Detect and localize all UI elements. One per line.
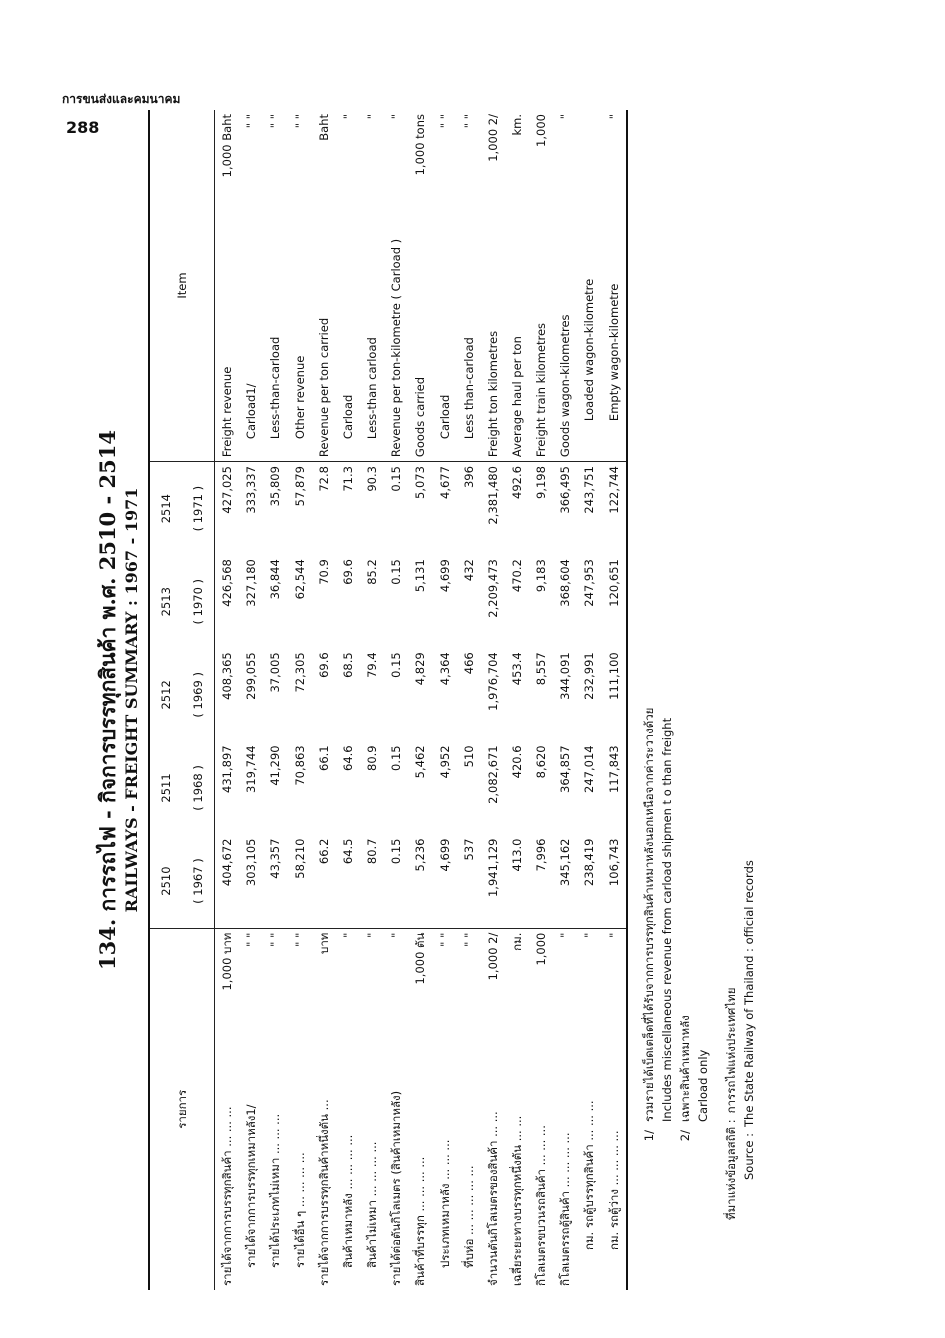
row-unit-thai: ": [365, 932, 380, 938]
footnote-mark: 1/: [642, 1130, 656, 1142]
footnotes: [640, 220, 758, 1220]
value-cell: 72.8: [316, 466, 331, 492]
row-unit-thai: " ": [437, 932, 452, 947]
row-unit-thai: " ": [461, 932, 476, 947]
row-label-english: Empty wagon-kilometre: [606, 283, 621, 422]
row-label-thai: รายได้จากการบรรทุกสินค้าหนึ่งตัน ...: [316, 1099, 331, 1286]
row-label-english-cell: [457, 110, 481, 462]
col-year-ce: ( 1967 ): [182, 835, 215, 929]
value-cell: 510: [461, 745, 476, 768]
row-unit-english: " ": [437, 114, 452, 129]
row-label-thai-cell: [577, 928, 601, 1290]
value-cell: 426,568: [220, 559, 235, 607]
row-unit-thai: ": [389, 932, 404, 938]
row-label-thai-cell: [481, 928, 505, 1290]
col-year-be: 2514: [149, 462, 182, 556]
value-cell: 70,863: [292, 745, 307, 786]
footnote-mark: 2/: [678, 1130, 692, 1142]
row-label-english: Revenue per ton carried: [316, 317, 331, 458]
row-label-thai-cell: [239, 928, 263, 1290]
row-label-thai: สินค้าไม่เหมา ... ... ... ...: [365, 1141, 380, 1268]
row-unit-english: 1,000 tons: [413, 114, 428, 176]
row-label-thai: เฉลี่ยระยะทางบรรทุกหนึ่งตัน ... ...: [510, 1115, 524, 1286]
row-label-english: Freight train kilometres: [534, 322, 549, 458]
value-cell: 111,100: [602, 648, 627, 741]
row-unit-thai: 1,000 2/: [485, 932, 500, 981]
col-year-be: 2513: [149, 555, 182, 648]
table-row: [529, 110, 553, 1290]
row-label-thai: รายได้อื่น ๆ ... ... ... ...: [292, 1152, 307, 1268]
row-label-thai: จำนวนตันกิโลเมตรของสินค้า ... ...: [485, 1111, 500, 1286]
footnote-1: [640, 220, 658, 1220]
value-cell: 453.4: [510, 652, 524, 686]
value-cell: 466: [461, 652, 476, 675]
row-label-thai-cell: [505, 928, 529, 1290]
row-unit-thai: 1,000 ตัน: [413, 932, 428, 985]
row-label-english: Carload: [340, 394, 355, 440]
row-label-thai-cell: [457, 928, 481, 1290]
row-label-thai: สินค้าที่บรรทุก ... ... ... ...: [413, 1156, 428, 1286]
row-unit-thai: " ": [292, 932, 307, 947]
row-label-thai-cell: [432, 928, 456, 1290]
row-label-thai: ที่บห่อ ... ... ... ... ...: [461, 1165, 476, 1268]
value-cell: 9,198: [534, 466, 549, 499]
row-unit-thai: 1,000: [534, 932, 549, 966]
footnote-1-en: [658, 220, 676, 1220]
value-cell: 431,897: [220, 745, 235, 793]
source-english: [740, 220, 758, 1220]
value-cell: 9,183: [534, 559, 549, 593]
value-cell: 408,365: [220, 652, 235, 700]
row-label-thai-cell: [553, 928, 577, 1290]
row-unit-english: ": [389, 114, 404, 120]
col-year-ce: ( 1968 ): [182, 741, 215, 834]
value-cell: 2,209,473: [485, 559, 500, 618]
row-label-english-cell: [336, 110, 360, 462]
row-unit-thai: ": [340, 932, 355, 938]
row-unit-english: ": [365, 114, 380, 120]
col-year-ce: ( 1969 ): [182, 648, 215, 741]
value-cell: 368,604: [558, 559, 573, 607]
value-cell: 80.9: [365, 745, 380, 771]
value-cell: 106,743: [602, 835, 627, 929]
row-label-english: Other revenue: [292, 355, 307, 440]
row-label-english-cell: [239, 110, 263, 462]
row-label-english: Less-than carload: [365, 337, 380, 440]
row-label-english: Average haul per ton: [510, 336, 524, 458]
table-row: [457, 110, 481, 1290]
row-label-thai-cell: [288, 928, 312, 1290]
row-label-english: Revenue per ton-kilometre ( Carload ): [389, 238, 404, 458]
value-cell: 8,557: [534, 652, 549, 686]
page-number: 288: [66, 118, 100, 137]
row-label-english-cell: [553, 110, 577, 462]
row-unit-english: " ": [244, 114, 259, 129]
value-cell: 90.3: [365, 466, 380, 492]
row-label-english-cell: [263, 110, 287, 462]
value-cell: 4,699: [437, 838, 452, 872]
row-label-thai: กม. รถตู้บรรทุกสินค้า ... ... ...: [582, 1100, 597, 1250]
row-unit-thai: " ": [244, 932, 259, 947]
value-cell: 492.6: [510, 466, 524, 499]
value-cell: 72,305: [292, 652, 307, 693]
row-unit-thai: " ": [268, 932, 283, 947]
table-row: [505, 110, 529, 1290]
value-cell: 8,620: [534, 745, 549, 779]
table-row: [336, 110, 360, 1290]
value-cell: 319,744: [244, 745, 259, 793]
row-unit-thai: ": [606, 932, 621, 938]
freight-summary-table: [148, 110, 628, 1290]
footnote-2-en: [694, 220, 712, 1220]
value-cell: 120,651: [602, 555, 627, 648]
value-cell: 85.2: [365, 559, 380, 585]
value-cell: 7,996: [534, 838, 549, 872]
value-cell: 5,236: [413, 838, 428, 872]
row-label-thai-cell: [602, 928, 627, 1290]
row-label-english-cell: [577, 110, 601, 462]
footnote-2: [676, 220, 694, 1220]
value-cell: 122,744: [602, 462, 627, 556]
value-cell: 0.15: [389, 652, 404, 678]
value-cell: 80.7: [365, 838, 380, 865]
table-row: [577, 110, 601, 1290]
table-row: [263, 110, 287, 1290]
value-cell: 364,857: [558, 745, 573, 793]
row-label-thai-cell: [336, 928, 360, 1290]
row-label-english-cell: [602, 110, 627, 462]
value-cell: 64.5: [340, 838, 355, 865]
row-label-english-cell: [288, 110, 312, 462]
value-cell: 62,544: [292, 559, 307, 600]
row-label-thai-cell: [263, 928, 287, 1290]
table-row: [384, 110, 408, 1290]
col-year-ce: ( 1970 ): [182, 555, 215, 648]
value-cell: 366,495: [558, 466, 573, 514]
value-cell: 2,381,480: [485, 466, 500, 525]
value-cell: 64.6: [340, 745, 355, 771]
source-label-english: Source :: [742, 1132, 756, 1180]
value-cell: 41,290: [268, 745, 283, 786]
row-unit-english: 1,000: [534, 114, 549, 147]
value-cell: 333,337: [244, 466, 259, 514]
row-unit-thai: ": [558, 932, 573, 938]
table-row: [602, 110, 627, 1290]
row-unit-english: Baht: [316, 114, 331, 141]
row-label-english: Freight ton kilometres: [485, 330, 500, 458]
table-row: [288, 110, 312, 1290]
title-english: RAILWAYS - FREIGHT SUMMARY : 1967 - 1971: [122, 487, 141, 913]
value-cell: 470.2: [510, 559, 524, 593]
row-label-english-cell: [481, 110, 505, 462]
value-cell: 0.15: [389, 745, 404, 771]
row-label-english-cell: [360, 110, 384, 462]
value-cell: 57,879: [292, 466, 307, 507]
row-label-english: Loaded wagon-kilometre: [582, 278, 597, 422]
value-cell: 36,844: [268, 559, 283, 600]
value-cell: 413.0: [510, 838, 524, 872]
row-unit-thai: ": [582, 932, 597, 938]
table-row: [432, 110, 456, 1290]
value-cell: 247,953: [582, 559, 597, 607]
col-year-be: 2510: [149, 835, 182, 929]
row-unit-english: km.: [510, 114, 524, 136]
col-header-item: Item: [149, 110, 215, 462]
row-label-english-cell: [408, 110, 432, 462]
row-unit-english: ": [558, 114, 573, 120]
row-label-thai-cell: [312, 928, 336, 1290]
row-unit-english: ": [606, 114, 621, 120]
row-label-thai-cell: [529, 928, 553, 1290]
value-cell: 4,829: [413, 652, 428, 686]
value-cell: 66.2: [316, 838, 331, 865]
row-label-thai: กิโลเมตรขบวนรถสินค้า ... ... ...: [534, 1125, 549, 1286]
section-header: การขนส่งและคมนาคม: [62, 92, 181, 106]
row-unit-english: 1,000 2/: [485, 114, 500, 162]
value-cell: 79.4: [365, 652, 380, 678]
value-cell: 404,672: [220, 838, 235, 887]
row-label-english: Goods carried: [413, 376, 428, 458]
table-row: [553, 110, 577, 1290]
row-label-english-cell: [432, 110, 456, 462]
row-label-english: Carload1/: [244, 383, 259, 440]
row-label-thai: กิโลเมตรรถตู้สินค้า ... ... ... ...: [558, 1132, 573, 1286]
value-cell: 2,082,671: [485, 745, 500, 804]
value-cell: 4,677: [437, 466, 452, 499]
value-cell: 303,105: [244, 838, 259, 887]
value-cell: 71.3: [340, 466, 355, 492]
row-unit-english: " ": [461, 114, 476, 129]
col-year-ce: ( 1971 ): [182, 462, 215, 556]
value-cell: 299,055: [244, 652, 259, 700]
value-cell: 344,091: [558, 652, 573, 700]
row-unit-english: ": [340, 114, 355, 120]
value-cell: 345,162: [558, 838, 573, 887]
row-unit-english: 1,000 Baht: [220, 114, 235, 178]
row-label-thai: รายได้ประเภทไม่เหมา ... ... ...: [268, 1113, 283, 1268]
col-year-be: 2511: [149, 741, 182, 834]
table-body: [215, 110, 628, 1290]
row-unit-thai: กม.: [510, 932, 524, 951]
value-cell: 117,843: [602, 741, 627, 834]
source-value-thai: การรถไฟแห่งประเทศไทย: [724, 987, 738, 1114]
value-cell: 0.15: [389, 559, 404, 585]
value-cell: 537: [461, 838, 476, 861]
value-cell: 70.9: [316, 559, 331, 585]
row-label-thai: รายได้จากการบรรทุกสินค้า ... ... ...: [220, 1106, 235, 1286]
table-row: [215, 110, 240, 1290]
value-cell: 68.5: [340, 652, 355, 678]
value-cell: 58,210: [292, 838, 307, 879]
row-label-english: Freight revenue: [220, 366, 235, 458]
value-cell: 69.6: [340, 559, 355, 585]
row-label-english: Carload: [437, 394, 452, 440]
row-label-english-cell: [529, 110, 553, 462]
table-row: [481, 110, 505, 1290]
value-cell: 66.1: [316, 745, 331, 771]
table-row: [408, 110, 432, 1290]
row-label-thai: รายได้ต่อตันกิโลเมตร (สินค้าเหมาหลัง): [389, 1090, 404, 1286]
row-unit-thai: บาท: [316, 932, 331, 954]
table-row: [312, 110, 336, 1290]
row-label-thai: ประเภทเหมาหลัง ... ... ...: [437, 1139, 452, 1268]
value-cell: 432: [461, 559, 476, 582]
title-thai: 134. การรถไฟ - กิจการบรรทุกสินค้า พ.ศ. 2510 - 2514: [95, 430, 120, 970]
value-cell: 37,005: [268, 652, 283, 693]
value-cell: 69.6: [316, 652, 331, 678]
value-cell: 4,952: [437, 745, 452, 779]
value-cell: 0.15: [389, 466, 404, 492]
value-cell: 420.6: [510, 745, 524, 779]
row-unit-english: " ": [292, 114, 307, 129]
footnote-english: Carload only: [696, 1049, 710, 1122]
row-unit-english: " ": [268, 114, 283, 129]
value-cell: 35,809: [268, 466, 283, 507]
value-cell: 327,180: [244, 559, 259, 607]
row-label-english-cell: [384, 110, 408, 462]
source-thai: [722, 220, 740, 1220]
row-label-thai-cell: [215, 928, 240, 1290]
rotated-table-page: [92, 110, 756, 1290]
footnote-thai: รวมรายได้เบ็ดเตล็ดที่ได้รับจากการบรรทุกสินค้าเหมาหลังนอกเหนือจากค่าระวางด้วย: [642, 707, 656, 1122]
row-label-thai: กม. รถตู้ว่าง ... ... ... ...: [606, 1130, 621, 1250]
value-cell: 5,073: [413, 466, 428, 499]
row-label-thai-cell: [384, 928, 408, 1290]
table-row: [360, 110, 384, 1290]
row-label-english-cell: [215, 110, 240, 462]
value-cell: 247,014: [582, 745, 597, 793]
value-cell: 396: [461, 466, 476, 489]
source-label-thai: ที่มาแห่งข้อมูลสถิติ :: [724, 1119, 738, 1220]
value-cell: 243,751: [582, 466, 597, 514]
row-label-thai-cell: [408, 928, 432, 1290]
col-year-be: 2512: [149, 648, 182, 741]
value-cell: 43,357: [268, 838, 283, 879]
row-label-english-cell: [505, 110, 529, 462]
row-label-thai-cell: [360, 928, 384, 1290]
row-label-english-cell: [312, 110, 336, 462]
value-cell: 232,991: [582, 652, 597, 700]
value-cell: 5,462: [413, 745, 428, 779]
row-label-thai: สินค้าเหมาหลัง ... ... ... ...: [340, 1134, 355, 1268]
row-unit-thai: 1,000 บาท: [220, 932, 235, 991]
value-cell: 5,131: [413, 559, 428, 593]
value-cell: 4,699: [437, 559, 452, 593]
footnote-english: Includes miscellaneous revenue from carload shipmen t o than freight: [660, 717, 674, 1122]
value-cell: 0.15: [389, 838, 404, 865]
footnote-thai: เฉพาะสินค้าเหมาหลัง: [678, 1015, 692, 1122]
value-cell: 238,419: [582, 838, 597, 887]
col-header-thai: รายการ: [149, 928, 215, 1290]
value-cell: 1,941,129: [485, 838, 500, 898]
source-value-english: The State Railway of Thailand : official records: [742, 860, 756, 1127]
table-row: [239, 110, 263, 1290]
row-label-english: Less-than-carload: [268, 336, 283, 440]
value-cell: 427,025: [220, 466, 235, 514]
value-cell: 1,976,704: [485, 652, 500, 711]
row-label-english: Goods wagon-kilometres: [558, 314, 573, 458]
value-cell: 4,364: [437, 652, 452, 686]
row-label-thai: รายได้จากการบรรทุกเหมาหลัง1/: [244, 1104, 259, 1268]
row-label-english: Less than-carload: [461, 337, 476, 440]
